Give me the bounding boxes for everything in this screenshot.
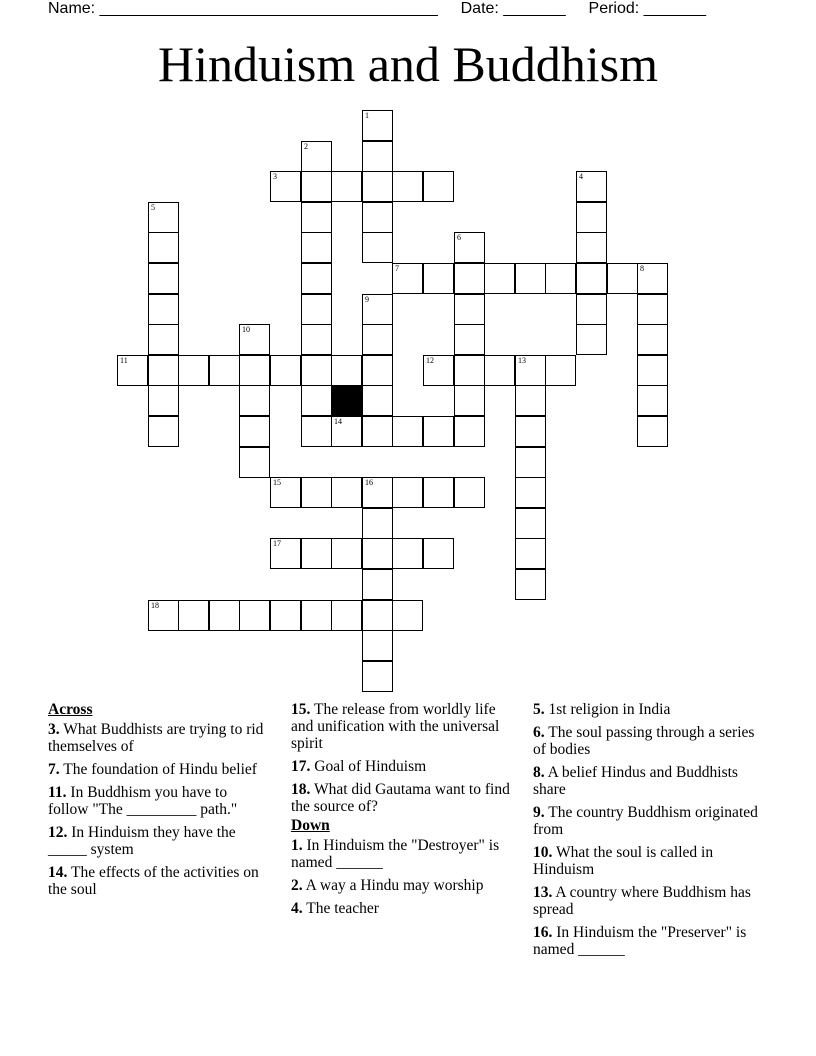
crossword-cell[interactable] (362, 385, 393, 416)
clue-number: 1 (365, 111, 369, 120)
crossword-cell[interactable] (362, 141, 393, 172)
crossword-cell[interactable] (454, 324, 485, 355)
crossword-cell[interactable] (607, 263, 638, 294)
clues-column-3 (533, 701, 758, 964)
crossword-cell[interactable] (148, 324, 179, 355)
clue-down-1: 1. In Hinduism the "Destroyer" is named ______ (291, 837, 500, 871)
clue-number: 17 (273, 539, 281, 548)
crossword-cell[interactable] (392, 477, 423, 508)
crossword-cell[interactable] (637, 385, 668, 416)
crossword-cell[interactable] (331, 416, 362, 447)
crossword-cell[interactable] (515, 416, 546, 447)
crossword-cell[interactable] (270, 477, 301, 508)
crossword-cell[interactable] (331, 477, 362, 508)
clue-number: 3 (273, 172, 277, 181)
clue-number: 5 (151, 203, 155, 212)
crossword-cell[interactable] (209, 355, 240, 386)
crossword-cell[interactable] (576, 294, 607, 325)
clue-down-5: 5. 1st religion in India (533, 701, 671, 718)
crossword-cell[interactable] (423, 171, 454, 202)
crossword-cell[interactable] (576, 324, 607, 355)
clue-number: 16 (365, 478, 373, 487)
clue-number: 13 (518, 356, 526, 365)
crossword-cell[interactable] (454, 294, 485, 325)
clue-number: 4 (579, 172, 583, 181)
across-heading: Across (48, 701, 93, 718)
crossword-cell[interactable] (301, 416, 332, 447)
crossword-cell[interactable] (301, 171, 332, 202)
crossword-cell[interactable] (270, 600, 301, 631)
crossword-cell[interactable] (515, 355, 546, 386)
crossword-cell[interactable] (117, 355, 148, 386)
page-title: Hinduism and Buddhism (157, 36, 659, 92)
clue-number: 8 (640, 264, 644, 273)
crossword-cell[interactable] (515, 569, 546, 600)
crossword-cell[interactable] (392, 600, 423, 631)
clues-column-2 (291, 701, 513, 923)
clue-across-15: 15. The release from worldly life and unification with the universal spirit (291, 701, 500, 752)
clue-across-11: 11. In Buddhism you have to follow "The _________ path." (48, 784, 238, 818)
crossword-cell[interactable] (331, 355, 362, 386)
crossword-cell[interactable] (270, 538, 301, 569)
crossword-cell[interactable] (423, 477, 454, 508)
crossword-cell[interactable] (545, 355, 576, 386)
crossword-cell[interactable] (301, 294, 332, 325)
clue-across-14: 14. The effects of the activities on the soul (48, 864, 259, 898)
crossword-cell[interactable] (637, 263, 668, 294)
clue-down-4: 4. The teacher (291, 900, 379, 917)
crossword-cell[interactable] (362, 600, 393, 631)
crossword-cell[interactable] (362, 324, 393, 355)
clue-down-2: 2. A way a Hindu may worship (291, 877, 484, 894)
crossword-cell[interactable] (576, 202, 607, 233)
clue-number: 15 (273, 478, 281, 487)
crossword-cell[interactable] (331, 171, 362, 202)
crossword-cell[interactable] (637, 355, 668, 386)
crossword-cell[interactable] (148, 416, 179, 447)
crossword-cell[interactable] (454, 416, 485, 447)
crossword-cell[interactable] (362, 508, 393, 539)
crossword-cell[interactable] (362, 294, 393, 325)
clue-number: 9 (365, 295, 369, 304)
crossword-cell[interactable] (637, 294, 668, 325)
crossword-cell[interactable] (301, 538, 332, 569)
crossword-cell[interactable] (545, 263, 576, 294)
date-label: Date: (460, 0, 499, 17)
crossword-cell[interactable] (515, 508, 546, 539)
crossword-cell[interactable] (484, 355, 515, 386)
crossword-cell[interactable] (148, 202, 179, 233)
crossword-cell[interactable] (209, 600, 240, 631)
crossword-cell[interactable] (362, 232, 393, 263)
crossword-cell[interactable] (239, 324, 270, 355)
clue-number: 14 (334, 417, 342, 426)
crossword-cell[interactable] (239, 385, 270, 416)
crossword-cell[interactable] (454, 477, 485, 508)
crossword-cell[interactable] (178, 355, 209, 386)
name-line[interactable]: ______________________________________ (99, 0, 438, 17)
crossword-cell[interactable] (576, 171, 607, 202)
crossword-cell[interactable] (392, 538, 423, 569)
crossword-cell[interactable] (270, 171, 301, 202)
crossword-cell[interactable] (454, 263, 485, 294)
crossword-cell[interactable] (148, 232, 179, 263)
crossword-cell[interactable] (301, 477, 332, 508)
crossword-cell[interactable] (484, 263, 515, 294)
clue-down-9: 9. The country Buddhism originated from (533, 804, 758, 838)
clue-number: 18 (151, 601, 159, 610)
clue-across-7: 7. The foundation of Hindu belief (48, 761, 257, 778)
crossword-cell[interactable] (392, 171, 423, 202)
crossword-cell[interactable] (423, 416, 454, 447)
crossword-cell[interactable] (362, 202, 393, 233)
clue-number: 10 (242, 325, 250, 334)
crossword-cell[interactable] (178, 600, 209, 631)
date-line[interactable]: _______ (503, 0, 566, 17)
crossword-cell[interactable] (392, 416, 423, 447)
clue-across-17: 17. Goal of Hinduism (291, 758, 427, 775)
crossword-cell[interactable] (515, 263, 546, 294)
crossword-cell[interactable] (362, 661, 393, 692)
name-label: Name: (48, 0, 96, 17)
crossword-cell[interactable] (515, 538, 546, 569)
crossword-cell[interactable] (576, 263, 607, 294)
crossword-cell[interactable] (301, 600, 332, 631)
crossword-cell[interactable] (239, 355, 270, 386)
crossword-cell[interactable] (331, 538, 362, 569)
crossword-cell[interactable] (148, 355, 179, 386)
crossword-cell[interactable] (301, 232, 332, 263)
crossword-cell[interactable] (362, 569, 393, 600)
crossword-cell[interactable] (362, 477, 393, 508)
crossword-cell[interactable] (454, 355, 485, 386)
clue-across-18: 18. What did Gautama want to find the source of? (291, 781, 510, 815)
crossword-cell[interactable] (423, 355, 454, 386)
crossword-cell[interactable] (362, 538, 393, 569)
crossword-cell[interactable] (515, 477, 546, 508)
crossword-cell[interactable] (362, 416, 393, 447)
crossword-cell[interactable] (270, 355, 301, 386)
crossword-cell[interactable] (239, 416, 270, 447)
crossword-cell[interactable] (392, 263, 423, 294)
crossword-cell[interactable] (423, 263, 454, 294)
clues-column-1 (48, 701, 270, 904)
clue-number: 2 (304, 142, 308, 151)
clue-number: 12 (426, 356, 434, 365)
crossword-cell[interactable] (301, 385, 332, 416)
crossword-cell[interactable] (239, 447, 270, 478)
clue-down-16: 16. In Hinduism the "Preserver" is named ______ (533, 924, 747, 958)
period-label: Period: (588, 0, 640, 17)
crossword-cell[interactable] (148, 385, 179, 416)
crossword-cell[interactable] (301, 324, 332, 355)
crossword-cell[interactable] (148, 294, 179, 325)
clue-down-6: 6. The soul passing through a series of bodies (533, 724, 755, 758)
clue-down-10: 10. What the soul is called in Hinduism (533, 844, 714, 878)
crossword-cell[interactable] (301, 202, 332, 233)
crossword-cell[interactable] (301, 355, 332, 386)
crossword-cell[interactable] (148, 600, 179, 631)
crossword-cell[interactable] (148, 263, 179, 294)
crossword-cell[interactable] (423, 538, 454, 569)
crossword-cell[interactable] (301, 263, 332, 294)
crossword-cell[interactable] (362, 171, 393, 202)
crossword-cell[interactable] (454, 232, 485, 263)
down-heading: Down (291, 817, 330, 834)
crossword-cell[interactable] (515, 385, 546, 416)
crossword-cell[interactable] (362, 630, 393, 661)
crossword-cell[interactable] (515, 447, 546, 478)
period-line[interactable]: _______ (643, 0, 706, 17)
clue-down-8: 8. A belief Hindus and Buddhists share (533, 764, 738, 798)
blocked-cell (331, 385, 362, 416)
crossword-cell[interactable] (331, 600, 362, 631)
clue-across-3: 3. What Buddhists are trying to rid themselves of (48, 721, 264, 755)
clue-number: 11 (120, 356, 128, 365)
clue-number: 6 (457, 233, 461, 242)
crossword-cell[interactable] (454, 385, 485, 416)
crossword-cell[interactable] (362, 110, 393, 141)
clue-number: 7 (395, 264, 399, 273)
crossword-cell[interactable] (576, 232, 607, 263)
crossword-cell[interactable] (301, 141, 332, 172)
clue-across-12: 12. In Hinduism they have the _____ system (48, 824, 236, 858)
clue-down-13: 13. A country where Buddhism has spread (533, 884, 751, 918)
crossword-cell[interactable] (362, 355, 393, 386)
crossword-cell[interactable] (239, 600, 270, 631)
crossword-cell[interactable] (637, 416, 668, 447)
crossword-cell[interactable] (637, 324, 668, 355)
